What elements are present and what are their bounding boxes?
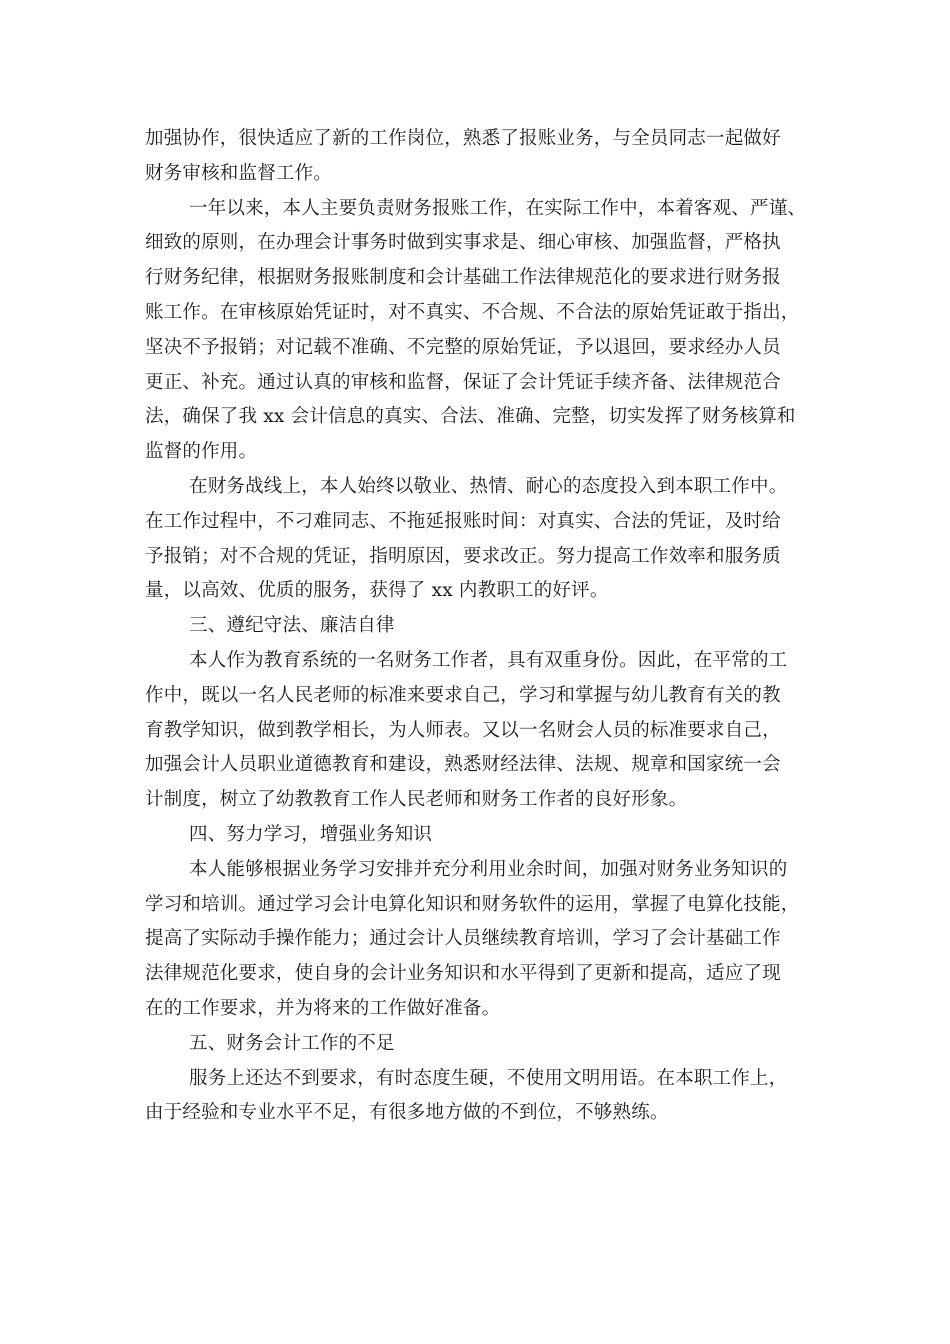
text-line: 本人作为教育系统的一名财务工作者，具有双重身份。因此，在平常的工	[189, 649, 788, 671]
text-line: 细致的原则，在办理会计事务时做到实事求是、细心审核、加强监督，严格执	[145, 232, 781, 254]
text-line: 三、遵纪守法、廉洁自律	[189, 615, 395, 637]
text-line: 由于经验和专业水平不足，有很多地方做的不到位，不够熟练。	[145, 1102, 669, 1124]
text-line: 法律规范化要求，使自身的会计业务知识和水平得到了更新和提高，适应了现	[145, 963, 781, 985]
document-body	[145, 122, 810, 1131]
text-line: 五、财务会计工作的不足	[189, 1032, 395, 1054]
text-line: 在财务战线上，本人始终以敬业、热情、耐心的态度投入到本职工作中。	[189, 475, 788, 497]
text-line: 一年以来，本人主要负责财务报账工作，在实际工作中，本着客观、严谨、	[189, 197, 807, 219]
text-line: 四、努力学习，增强业务知识	[189, 823, 433, 845]
text-line: 予报销；对不合规的凭证，指明原因，要求改正。努力提高工作效率和服务质	[145, 545, 781, 567]
text-line: 坚决不予报销；对记载不准确、不完整的原始凭证，予以退回，要求经办人员	[145, 336, 781, 358]
text-line: 学习和培训。通过学习会计电算化知识和财务软件的运用，掌握了电算化技能，	[145, 893, 800, 915]
text-line: 财务审核和监督工作。	[145, 162, 333, 184]
text-line: 账工作。在审核原始凭证时，对不真实、不合规、不合法的原始凭证敢于指出，	[145, 301, 800, 323]
text-line: 在的工作要求，并为将来的工作做好准备。	[145, 997, 501, 1019]
text-line: 作中，既以一名人民老师的标准来要求自己，学习和掌握与幼儿教育有关的教	[145, 684, 781, 706]
text-line: 监督的作用。	[145, 441, 258, 463]
text-line: 加强协作，很快适应了新的工作岗位，熟悉了报账业务，与全员同志一起做好	[145, 128, 781, 149]
text-line: 在工作过程中，不刁难同志、不拖延报账时间：对真实、合法的凭证，及时给	[145, 510, 781, 532]
text-line: 加强会计人员职业道德教育和建设，熟悉财经法律、法规、规章和国家统一会	[145, 754, 781, 776]
text-line: 本人能够根据业务学习安排并充分利用业余时间，加强对财务业务知识的	[189, 858, 788, 880]
text-line: 行财务纪律，根据财务报账制度和会计基础工作法律规范化的要求进行财务报	[145, 267, 781, 289]
text-line: 法，确保了我 xx 会计信息的真实、合法、准确、完整，切实发挥了财务核算和	[145, 406, 796, 428]
text-line: 育教学知识，做到教学相长，为人师表。又以一名财会人员的标准要求自己，	[145, 719, 781, 741]
text-line: 计制度，树立了幼教教育工作人民老师和财务工作者的良好形象。	[145, 789, 688, 811]
text-line: 服务上还达不到要求，有时态度生硬，不使用文明用语。在本职工作上，	[189, 1067, 788, 1089]
text-line: 更正、补充。通过认真的审核和监督，保证了会计凭证手续齐备、法律规范合	[145, 371, 781, 393]
text-line: 量，以高效、优质的服务，获得了 xx 内教职工的好评。	[145, 580, 609, 602]
text-line: 提高了实际动手操作能力；通过会计人员继续教育培训，学习了会计基础工作	[145, 928, 781, 950]
